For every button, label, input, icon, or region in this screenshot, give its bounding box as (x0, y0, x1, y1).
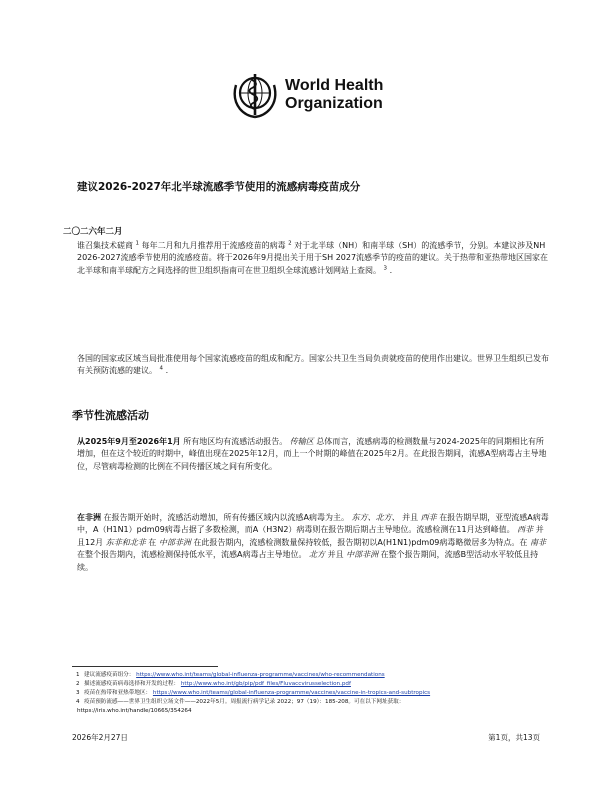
footnote-ref-4[interactable]: 4 (159, 365, 164, 372)
authority-paragraph: 各国的国家或区域当局批准使用每个国家流感疫苗的组成和配方。国家公共卫生当局负责就疫苗的使用作出建议。世界卫生组织已发布有关预防流感的建议。 $^4$ . (77, 354, 549, 376)
footnote-1: 1 建议流感疫苗组分： https://www.who.int/teams/global-influenza-programme/vaccines/who-recommendations (76, 672, 385, 678)
footer-date: 2026年2月27日 (72, 733, 128, 742)
footnote-link-1[interactable]: https://www.who.int/teams/global-influenza-programme/vaccines/who-recommendations (136, 672, 385, 678)
footnote-link-3[interactable]: https://www.who.int/teams/global-influenza-programme/vaccines/vaccine-in-tropics-and-subtropics (152, 690, 431, 697)
footnote-divider (72, 666, 218, 667)
footnote-2: 2 描述流感疫苗病毒选择和开发的过程： http://www.who.int/gb/pip/pdf_files/Fluvaccvirusselection.pdf (76, 681, 351, 688)
footnote-link-4[interactable]: https://iris.who.int/handle/10665/354264 (77, 708, 192, 715)
who-logo (230, 71, 390, 121)
africa-paragraph: 在非洲 在报告期开始时，流感活动增加，所有传播区域内以流感A病毒为主。 东方、北方、 并且 西非 在报告期早期，亚型流感A病毒中，A（H1N1）pdm09病毒占据了多数检测，而A（H3N2）病毒则在报告期后期占主导地位。流感检测在11月达到峰值。 西非 并且12月 东非和北非 在 中部非洲 在此报告期内，流感检测数量保持较低，报告期初以A(H1N1)pdm09病毒略微居多为特点。在 南非 在整个报告期内，流感检测保持低水平，流感A病毒占主导地位。 北方 并且 中部非洲 在整个报告期间，流感B型活动水平较低且持续。 (77, 513, 549, 572)
who-logo-text (285, 77, 383, 113)
section-heading: 季节性流感活动 (72, 409, 149, 422)
who-emblem-icon (230, 71, 280, 121)
footnote-ref-3[interactable]: 3 (383, 265, 388, 272)
footnotes (72, 671, 542, 716)
logo-text-line2: Organization (285, 95, 383, 112)
footnote-3: 3 疫苗在热带和亚热带地区： https://www.who.int/teams/global-influenza-programme/vaccines/vaccine-in-tropics-and-subtropics (76, 690, 431, 697)
intro-paragraph: 谁召集技术磋商 $^1$ 每年二月和九月推荐用于流感疫苗的病毒 $^2$ 对于北半球（NH）和南半球（SH）的流感季节，分别。本建议涉及NH 2026-2027流感季节使用的流感疫苗。将于2026年9月提出关于用于SH 2027流感季节的疫苗的建议。关于热带和亚热带地区国家在北半球和南半球配方之间选择的世卫组织指南可在世卫组织全球流感计划网站上查阅。 $^3$ . (77, 240, 549, 275)
activity-summary-paragraph: 从2025年9月至2026年1月 所有地区均有流感活动报告。 传输区 总体而言，流感病毒的检测数量与2024-2025年的同期相比有所增加，但在这个较近的时期中，峰值出现在2025年12月，而上一个时期的峰值在2025年2月。在此报告期间，流感A型病毒占主导地位，尽管病毒检测的比例在不同传播区域之间有所变化。 (77, 437, 547, 471)
footnote-4: 4 疫苗预防流感——世界卫生组织立场文件——2022年5月。周报流行病学记录 2022；97（19）：185-208。可在以下网址获取： (76, 699, 405, 706)
logo-text-line1: World Health (285, 77, 384, 94)
footnote-ref-2[interactable]: 2 (288, 240, 292, 247)
footnote-link-2[interactable]: http://www.who.int/gb/pip/pdf_files/Fluvaccvirusselection.pdf (180, 681, 351, 688)
page-number: 第1页，共13页 (488, 733, 540, 742)
footnote-ref-1[interactable]: 1 (135, 240, 140, 247)
document-date: 二〇二六年二月 (63, 227, 123, 237)
document-title: 建议2026-2027年北半球流感季节使用的流感病毒疫苗成分 (77, 181, 361, 193)
